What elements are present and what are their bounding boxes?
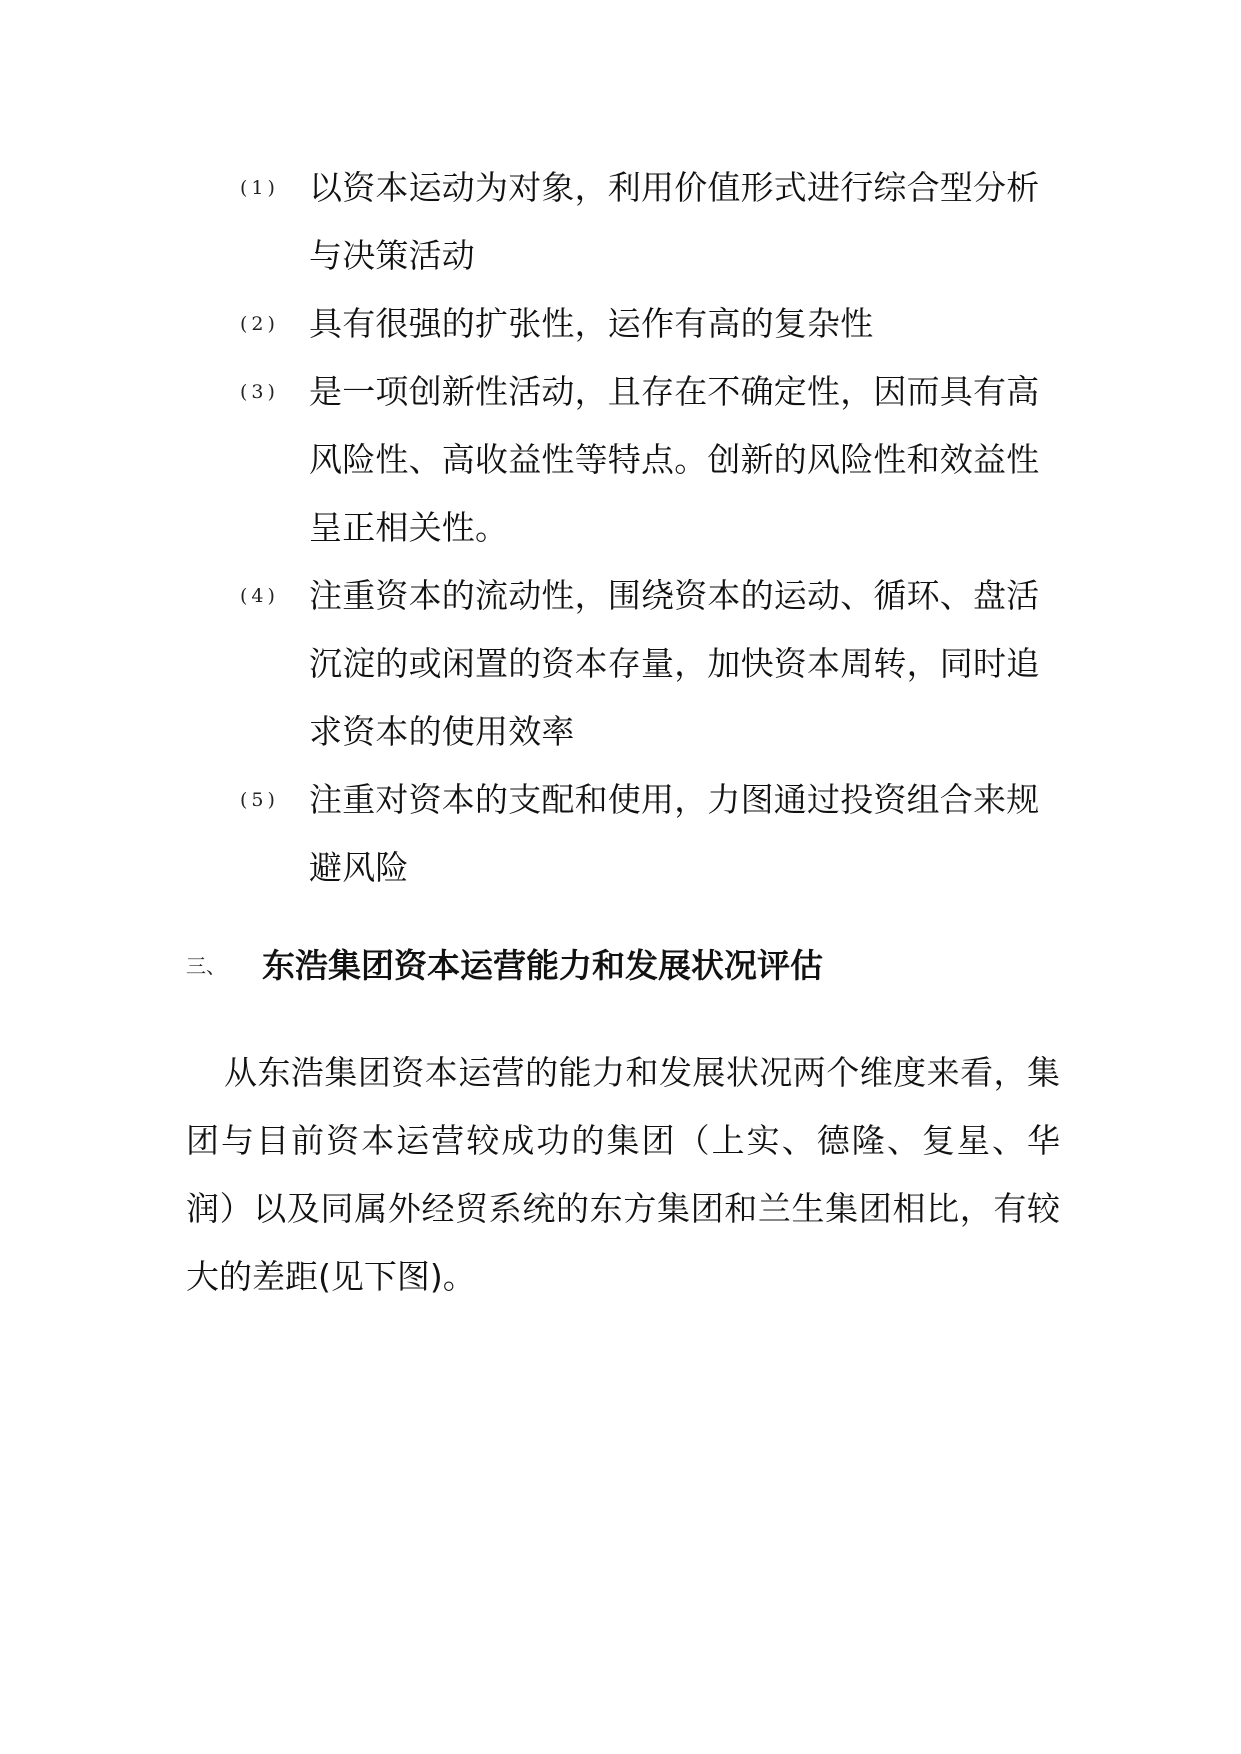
- list-item-number: (4): [240, 585, 279, 607]
- section-heading: [186, 936, 1086, 996]
- list-item-number: (3): [240, 381, 279, 403]
- list-item-number: (1): [240, 177, 279, 199]
- list-item-number: (2): [240, 313, 279, 335]
- section-number: 三、: [186, 954, 226, 978]
- section-title: 东浩集团资本运营能力和发展状况评估: [262, 946, 823, 985]
- list-item-text: 是一项创新性活动，且存在不确定性，因而具有高风险性、高收益性等特点。创新的风险性和效益性呈正相关性。: [309, 372, 1040, 547]
- body-paragraph: 从东浩集团资本运营的能力和发展状况两个维度来看，集团与目前资本运营较成功的集团（上实、德隆、复星、华润）以及同属外经贸系统的东方集团和兰生集团相比，有较大的差距(见下图)。: [186, 1053, 1060, 1296]
- list-item-number: (5): [240, 789, 279, 811]
- list-item-text: 以资本运动为对象，利用价值形式进行综合型分析与决策活动: [309, 168, 1040, 275]
- list-item-text: 具有很强的扩张性，运作有高的复杂性: [309, 304, 874, 343]
- list-item-text: 注重资本的流动性，围绕资本的运动、循环、盘活沉淀的或闲置的资本存量，加快资本周转，同时追求资本的使用效率: [309, 576, 1040, 751]
- list-item-text: 注重对资本的支配和使用，力图通过投资组合来规避风险: [309, 780, 1040, 887]
